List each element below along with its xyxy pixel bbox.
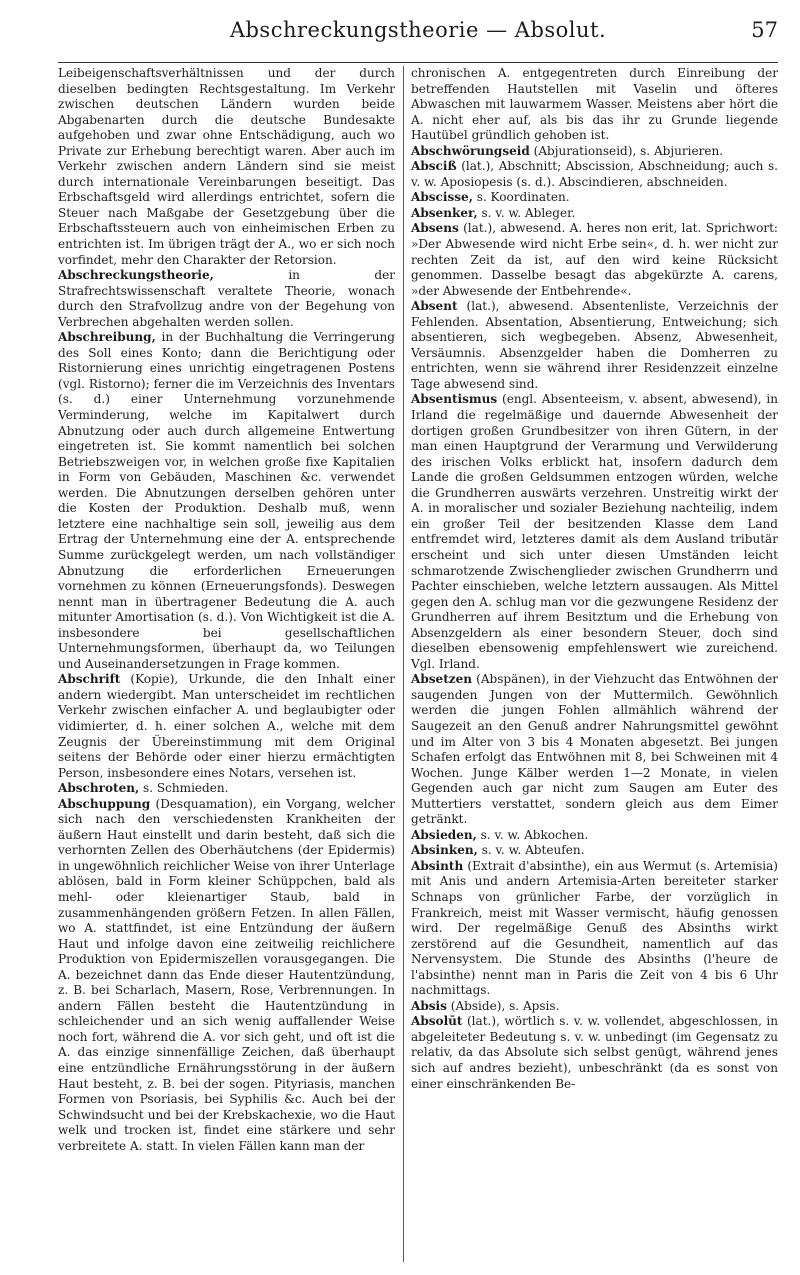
dictionary-entry [58,672,395,781]
dictionary-entry [411,190,778,206]
entry-headword: Abschrift [58,672,121,687]
dictionary-entry [411,1014,778,1092]
dictionary-entry [411,843,778,859]
entry-text: (lat.), abwesend. A. heres non erit, lat. Sprichwort: »Der Abwesende wird nicht Erbe sein«, d. h. wer nicht zur rechten Zeit da ist, auf den wird keine Rücksicht genommen. Dasselbe besagt das abgekürzte A. carens, »der Abwesende der Entbehrende«. [411,221,778,298]
entry-headword: Abschuppung [58,796,151,811]
dictionary-entry [411,299,778,392]
entry-text: (lat.), Abschnitt; Abscission, Abschneidung; auch s. v. w. Aposiopesis (s. d.). Abscindieren, abschneiden. [411,159,778,189]
entry-headword: Absis [411,998,447,1013]
entry-text: Leibeigenschaftsverhältnissen und der durch dieselben bedingten Rechtsgestaltung. Im Verkehr zwischen deutschen Ländern wurden beide Abgabenarten durch die deutsche Bundesakte aufgehoben und zwar ohne Entschädigung, auch wo Private zur Erhebung berechtigt waren. Aber auch im Verkehr zwischen andern Ländern sind sie meist durch internationale Vereinbarungen beseitigt. Das Erbschaftsgeld wird allerdings entrichtet, sofern die Steuer nach Maßgabe der Gesetzgebung über die Erbschaftssteuern auch von einheimischen Erben zu entrichten ist. Im übrigen trägt der A., wo er sich noch vorfindet, mehr den Charakter der Retorsion. [58,66,395,267]
entry-headword: Abschroten, [58,781,140,796]
entry-headword: Absolūt [411,1014,463,1029]
entry-headword: Absetzen [411,672,473,687]
dictionary-entry [58,330,395,672]
entry-headword: Abschreckungstheorie, [58,268,214,283]
entry-headword: Absentismus [411,392,498,407]
dictionary-entry [58,797,395,1155]
page-number: 57 [751,18,778,42]
entry-text: s. Koordinaten. [472,190,570,205]
running-title: Abschreckungstheorie — Absolut. [229,18,607,42]
continued-text [411,66,778,144]
column-divider [403,66,404,1262]
entry-headword: Absieden, [411,827,477,842]
entry-headword: Absinth [411,858,464,873]
entry-headword: Absinken, [411,843,478,858]
entry-text: (lat.), abwesend. Absentenliste, Verzeichnis der Fehlenden. Absentation, Absentierung, Entweichung; sich absentieren, sich wegbegeben. Absenz, Abwesenheit, Versäumnis. Absenzgelder haben die Domherren zu entrichten, wenn sie während ihrer Residenzzeit einzelne Tage abwesend sind. [411,299,778,391]
dictionary-entry [411,206,778,222]
dictionary-entry [58,781,395,797]
entry-headword: Abschwörungseid [411,143,530,158]
entry-text: in der Buchhaltung die Verringerung des Soll eines Konto; dann die Berichtigung oder Ristornierung eines unrichtig eingetragenen Postens (vgl. Ristorno); ferner die im Verzeichnis des Inventars (s. d.) einer Unternehmung vorzunehmende Verminderung, welche im Kapitalwert durch Abnutzung oder auch durch allgemeine Entwertung eingetreten ist. Sie kommt namentlich bei solchen Betriebszweigen vor, in welchen große fixe Kapitalien in Form von Gebäuden, Maschinen &c. verwendet werden. Die Abnutzungen derselben gehören unter die Kosten der Produktion. Deshalb muß, wenn letztere eine nachhaltige sein soll, jeweilig aus dem Ertrag der Unternehmung eine der A. entsprechende Summe zurückgelegt werden, um nach vollständiger Abnutzung die erforderlichen Erneuerungen vornehmen zu können (Erneuerungsfonds). Deswegen nennt man in übertragener Bedeutung die A. auch mitunter Amortisation (s. d.). Von Wichtigkeit ist die A. insbesondere bei gesellschaftlichen Unternehmungsformen, überhaupt da, wo Teilungen und Auseinandersetzungen in Frage kommen. [58,330,395,671]
dictionary-entry [58,268,395,330]
entry-text: (Abside), s. Apsis. [446,998,560,1013]
left-column [58,66,395,1154]
entry-text: (Abspänen), in der Viehzucht das Entwöhnen der saugenden Jungen von der Muttermilch. Gewöhnlich werden die jungen Fohlen allmählich während der Saugezeit an den Genuß andrer Nahrungsmittel gewöhnt und im Alter von 3 bis 4 Monaten abgesetzt. Bei jungen Schafen erfolgt das Entwöhnen mit 8, bei Schweinen mit 4 Wochen. Junge Kälber werden 1—2 Monate, in vielen Gegenden auch gar nicht zum Saugen am Euter des Muttertiers verstattet, sondern gleich aus dem Eimer getränkt. [411,672,778,827]
dictionary-entry [411,221,778,299]
entry-headword: Absciß [411,159,457,174]
entry-text: (Kopie), Urkunde, die den Inhalt einer andern wiedergibt. Man unterscheidet im rechtlichen Verkehr zwischen einfacher A. und beglaubigter oder vidimierter, d. h. einer solchen A., welche mit dem Zeugnis der Übereinstimmung mit dem Original seitens der Behörde oder einer hierzu ermächtigten Person, insbesondere eines Notars, versehen ist. [58,672,395,780]
entry-text: (engl. Absenteeism, v. absent, abwesend), in Irland die regelmäßige und dauernde Abwesenheit der dortigen großen Grundbesitzer von ihren Gütern, in der man einen Hauptgrund der Verarmung und Verwilderung des irischen Volks erblickt hat, insofern dadurch dem Lande die großen Geldsummen entzogen würden, welche die Grundherren auswärts verzehren. Unstreitig wirkt der A. in moralischer und sozialer Beziehung nachteilig, indem ein großer Teil der besitzenden Klasse dem Land entfremdet wird, letzteres damit als dem Ausland tributär erscheint und sich unter diesen Umständen leicht schmarotzende Zwischenglieder zwischen Grundherrn und Pachter einschieben, welche letztern aussaugen. Als Mittel gegen den A. schlug man vor die gezwungene Residenz der Grundherren auf ihrem Besitztum und die Erhebung von Absenzgeldern als einer besondern Steuer, doch sind dieselben ebensowenig empfehlenswert wie zureichend. Vgl. Irland. [411,392,778,671]
dictionary-entry [411,392,778,672]
entry-text: (Desquamation), ein Vorgang, welcher sich nach den verschiedensten Krankheiten der äußern Haut einstellt und darin besteht, daß sich die verhornten Zellen des Oberhäutchens (der Epidermis) in ungewöhnlich reichlicher Weise von ihrer Unterlage ablösen, bald in Form kleiner Schüppchen, bald als mehl- oder kleienartiger Staub, bald in zusammenhängenden größern Fetzen. In allen Fällen, wo A. stattfindet, ist eine Entzündung der äußern Haut und infolge davon eine zeitweilig reichlichere Produktion von Epidermiszellen vorausgegangen. Die A. bezeichnet dann das Ende dieser Hautentzündung, z. B. bei Scharlach, Masern, Rose, Verbrennungen. In andern Fällen besteht die Hautentzündung in schleichender und an sich wenig auffallender Weise noch fort, während die A. vor sich geht, und oft ist die A. das einzige sinnenfällige Zeichen, daß überhaupt eine entzündliche Ernährungsstörung in der äußern Haut besteht, z. B. bei der sogen. Pityriasis, manchen Formen von Psoriasis, bei Syphilis &c. Auch bei der Schwindsucht und bei der Krebskachexie, wo die Haut welk und trocken ist, findet eine stärkere und sehr verbreitete A. statt. In vielen Fällen kann man der [58,796,395,1153]
entry-text: s. v. w. Ableger. [477,205,576,220]
entry-headword: Abscisse, [411,190,473,205]
dictionary-entry [411,159,778,190]
header-rule [58,62,778,63]
entry-text: (Abjurationseid), s. Abjurieren. [529,143,724,158]
dictionary-entry [411,828,778,844]
entry-text: chronischen A. entgegentreten durch Einreibung der betreffenden Hautstellen mit Vaselin und öfteres Abwaschen mit lauwarmem Wasser. Meistens aber hört die A. nicht eher auf, als bis das ihr zu Grunde liegende Hautübel gründlich gehoben ist. [411,66,778,143]
entry-headword: Abschreibung, [58,330,156,345]
entry-text: in der Strafrechtswissenschaft veraltete Theorie, wonach durch den Strafvollzug andre von der Begehung von Verbrechen abgehalten werden sollen. [58,268,395,329]
entry-headword: Absent [411,299,458,314]
entry-text: s. v. w. Abteufen. [477,843,585,858]
entry-text: (lat.), wörtlich s. v. w. vollendet, abgeschlossen, in abgeleiteter Bedeutung s. v. w. unbedingt (im Gegensatz zu relativ, da das Absolute sich selbst genügt, während jenes sich auf andres bezieht), unbeschränkt (da es sonst von einer einschränkenden Be- [411,1014,778,1091]
dictionary-entry [411,672,778,827]
entry-text: (Extrait d'absinthe), ein aus Wermut (s. Artemisia) mit Anis und andern Artemisia-Arten bereiteter starker Schnaps von grünlicher Farbe, der vorzüglich in Frankreich, meist mit Wasser vermischt, häufig genossen wird. Der regelmäßige Genuß des Absinths wirkt zerstörend auf die Gesundheit, namentlich auf das Nervensystem. Die Stunde des Absinths (l'heure de l'absinthe) nennt man in Paris die Zeit von 4 bis 6 Uhr nachmittags. [411,858,778,998]
running-header [58,18,778,52]
entry-headword: Absenker, [411,205,478,220]
entry-text: s. v. w. Abkochen. [476,827,589,842]
entry-text: s. Schmieden. [139,781,229,796]
entry-headword: Absens [411,221,459,236]
dictionary-entry [411,999,778,1015]
continued-text [58,66,395,268]
dictionary-entry [411,859,778,999]
right-column [411,66,778,1092]
dictionary-entry [411,144,778,160]
